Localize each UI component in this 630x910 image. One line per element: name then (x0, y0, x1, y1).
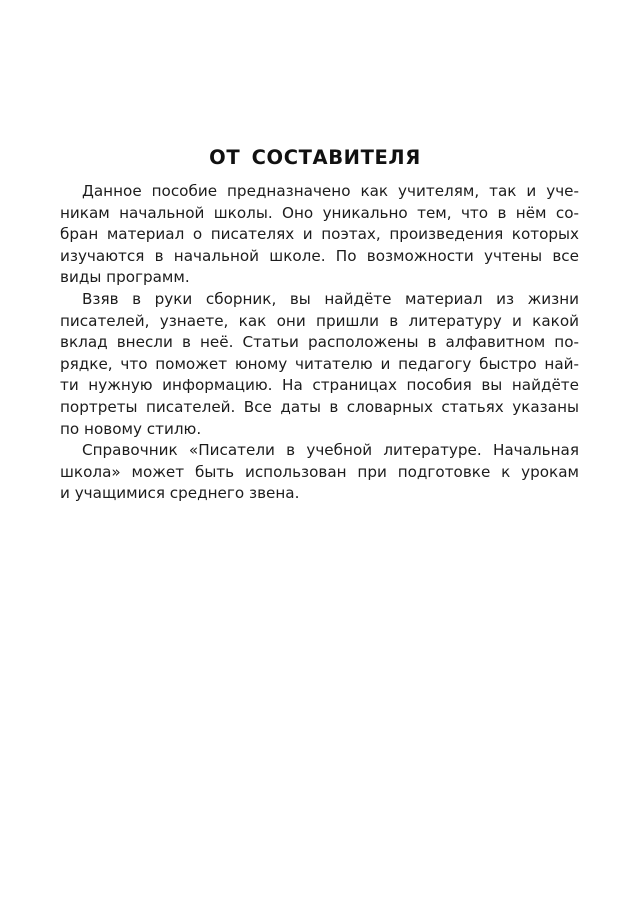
paragraph-3 (60, 440, 579, 505)
paragraph-2 (60, 289, 579, 440)
text-line: по новому стилю. (60, 419, 202, 438)
page-heading: ОТ СОСТАВИТЕЛЯ (209, 146, 421, 169)
text-line: бран материал о писателях и поэтах, произведения которых (60, 225, 579, 244)
text-line: Данное пособие предназначено как учителям, так и уче- (82, 182, 579, 200)
text-line: писателей, узнаете, как они пришли в литературу и какой (60, 311, 579, 330)
text-line: Взяв в руки сборник, вы найдёте материал из жизни (82, 289, 579, 308)
text-line: вклад внесли в неё. Статьи расположены в алфавитном по- (60, 333, 579, 352)
text-line: изучаются в начальной школе. По возможности учтены все (60, 246, 579, 265)
text-line: школа» может быть использован при подготовке к урокам (60, 462, 579, 481)
text-line: Справочник «Писатели в учебной литературе. Начальная (82, 441, 579, 460)
body-text (60, 181, 579, 505)
text-line: никам начальной школы. Оно уникально тем, что в нём со- (60, 203, 579, 222)
text-line: портреты писателей. Все даты в словарных статьях указаны (60, 397, 579, 416)
text-line: виды программ. (60, 268, 190, 287)
text-line: и учащимися среднего звена. (60, 484, 300, 503)
text-line: рядке, что поможет юному читателю и педагогу быстро най- (60, 354, 579, 373)
paragraph-1 (60, 181, 579, 289)
text-line: ти нужную информацию. На страницах пособия вы найдёте (60, 376, 579, 395)
